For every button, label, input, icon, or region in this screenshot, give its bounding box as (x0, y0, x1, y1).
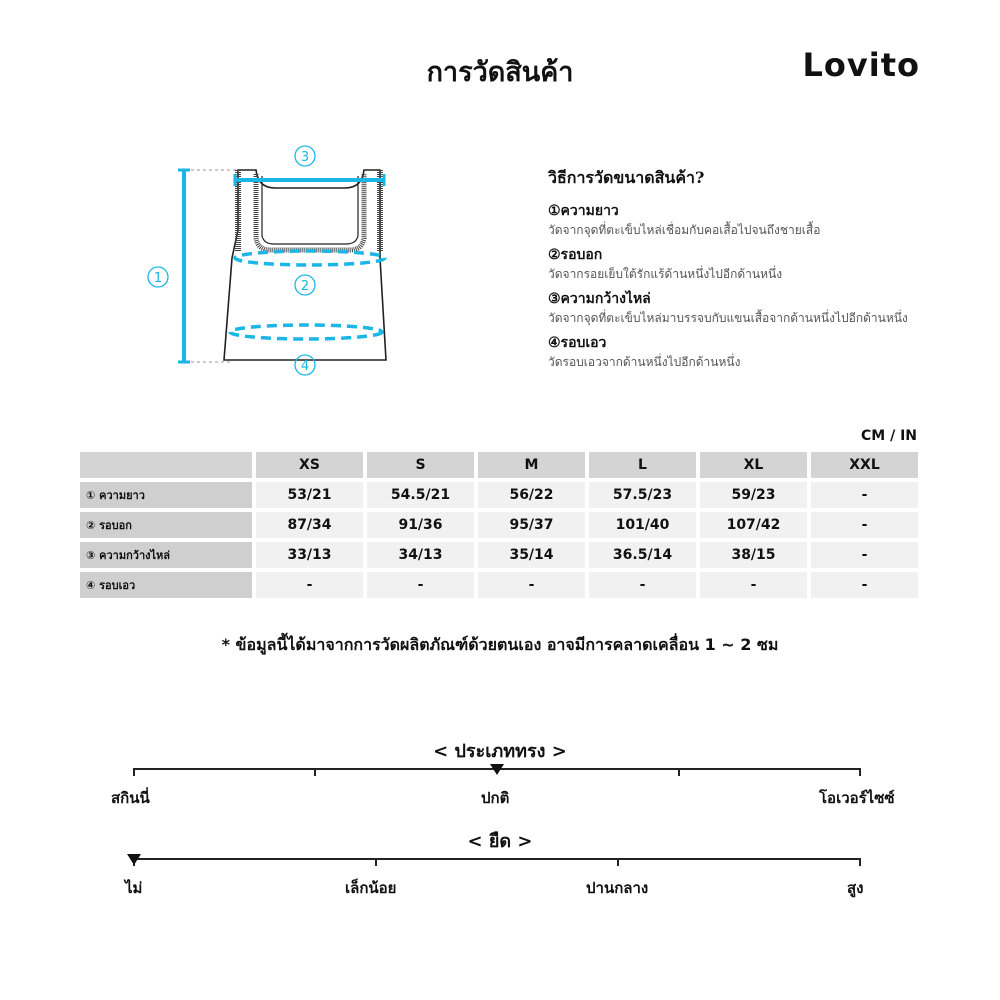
stretch-scale-title: < ยืด > (467, 831, 533, 852)
how-to-heading: วิธีการวัดขนาดสินค้า? (548, 168, 705, 187)
page-title: การวัดสินค้า (426, 57, 574, 88)
size-header: XXL (811, 452, 918, 478)
howto-item-title: ④รอบเอว (548, 335, 607, 351)
row-label: ④ รอบเอว (80, 572, 252, 598)
fit-label-oversize: โอเวอร์ไซซ์ (819, 789, 895, 807)
fit-scale-bar (133, 768, 861, 770)
fit-label-regular: ปกติ (481, 789, 510, 807)
how-to-measure (548, 166, 968, 377)
howto-item-title: ①ความยาว (548, 203, 619, 219)
table-cell: 57.5/23 (589, 482, 696, 508)
table-cell: - (811, 572, 918, 598)
table-cell: - (811, 482, 918, 508)
svg-text:4: 4 (300, 359, 310, 374)
row-label: ③ ความกว้างไหล่ (80, 542, 252, 568)
table-cell: - (478, 572, 585, 598)
garment-diagram (140, 140, 410, 380)
table-cell: - (256, 572, 363, 598)
howto-item-title: ②รอบอก (548, 247, 603, 263)
tank-top-illustration (140, 140, 410, 380)
fit-scale-tick (133, 768, 135, 776)
howto-item-title: ③ความกว้างไหล่ (548, 291, 651, 307)
table-cell: 107/42 (700, 512, 807, 538)
howto-item (548, 289, 968, 327)
howto-item-desc: วัดจากรอยเย็บใต้รักแร้ด้านหนึ่งไปอีกด้านหนึ่ง (548, 267, 783, 281)
stretch-scale-tick (617, 858, 619, 866)
table-cell: - (367, 572, 474, 598)
table-cell: 36.5/14 (589, 542, 696, 568)
table-row (80, 482, 918, 508)
stretch-label-none: ไม่ (125, 879, 143, 897)
stretch-scale-tick (375, 858, 377, 866)
svg-text:3: 3 (300, 150, 310, 165)
table-cell: 91/36 (367, 512, 474, 538)
size-header: XL (700, 452, 807, 478)
table-cell: 95/37 (478, 512, 585, 538)
svg-text:2: 2 (300, 279, 310, 294)
howto-item (548, 245, 968, 283)
howto-item-desc: วัดรอบเอวจากด้านหนึ่งไปอีกด้านหนึ่ง (548, 355, 741, 369)
table-cell: 34/13 (367, 542, 474, 568)
size-header: XS (256, 452, 363, 478)
fit-selected-marker-icon (490, 764, 504, 775)
size-header: S (367, 452, 474, 478)
table-row (80, 542, 918, 568)
table-cell: - (589, 572, 696, 598)
measurement-note: * ข้อมูลนี้ได้มาจากการวัดผลิตภัณฑ์ด้วยตนเอง อาจมีการคลาดเคลื่อน 1 ~ 2 ซม (221, 635, 779, 654)
howto-item-desc: วัดจากจุดที่ตะเข็บไหล่มาบรรจบกับแขนเสื้อจากด้านหนึ่งไปอีกด้านหนึ่ง (548, 311, 908, 325)
table-cell: 54.5/21 (367, 482, 474, 508)
table-cell: 87/34 (256, 512, 363, 538)
table-cell: 53/21 (256, 482, 363, 508)
stretch-label-high: สูง (847, 879, 864, 897)
fit-scale-title: < ประเภททรง > (433, 741, 567, 762)
brand-logo: Lovito (802, 46, 920, 84)
howto-item (548, 333, 968, 371)
table-row (80, 512, 918, 538)
fit-scale-tick (314, 768, 316, 776)
table-corner-cell (80, 452, 252, 478)
fit-scale-tick (678, 768, 680, 776)
howto-item (548, 201, 968, 239)
howto-item-desc: วัดจากจุดที่ตะเข็บไหล่เชื่อมกับคอเสื้อไปจนถึงชายเสื้อ (548, 223, 821, 237)
table-cell: 101/40 (589, 512, 696, 538)
table-header-row (80, 452, 918, 478)
row-label: ① ความยาว (80, 482, 252, 508)
svg-text:1: 1 (153, 271, 163, 286)
table-cell: - (811, 512, 918, 538)
fit-scale-tick (859, 768, 861, 776)
stretch-scale-tick (859, 858, 861, 866)
table-cell: - (700, 572, 807, 598)
table-cell: 33/13 (256, 542, 363, 568)
stretch-label-slight: เล็กน้อย (345, 879, 397, 897)
stretch-scale-bar (133, 858, 861, 860)
size-header: M (478, 452, 585, 478)
table-cell: 56/22 (478, 482, 585, 508)
row-label: ② รอบอก (80, 512, 252, 538)
stretch-selected-marker-icon (127, 854, 141, 865)
table-cell: 38/15 (700, 542, 807, 568)
stretch-label-medium: ปานกลาง (586, 879, 649, 897)
table-cell: 35/14 (478, 542, 585, 568)
unit-label: CM / IN (861, 428, 917, 444)
fit-label-skinny: สกินนี่ (111, 789, 150, 807)
table-row (80, 572, 918, 598)
size-table (76, 448, 922, 602)
table-cell: 59/23 (700, 482, 807, 508)
table-cell: - (811, 542, 918, 568)
size-header: L (589, 452, 696, 478)
